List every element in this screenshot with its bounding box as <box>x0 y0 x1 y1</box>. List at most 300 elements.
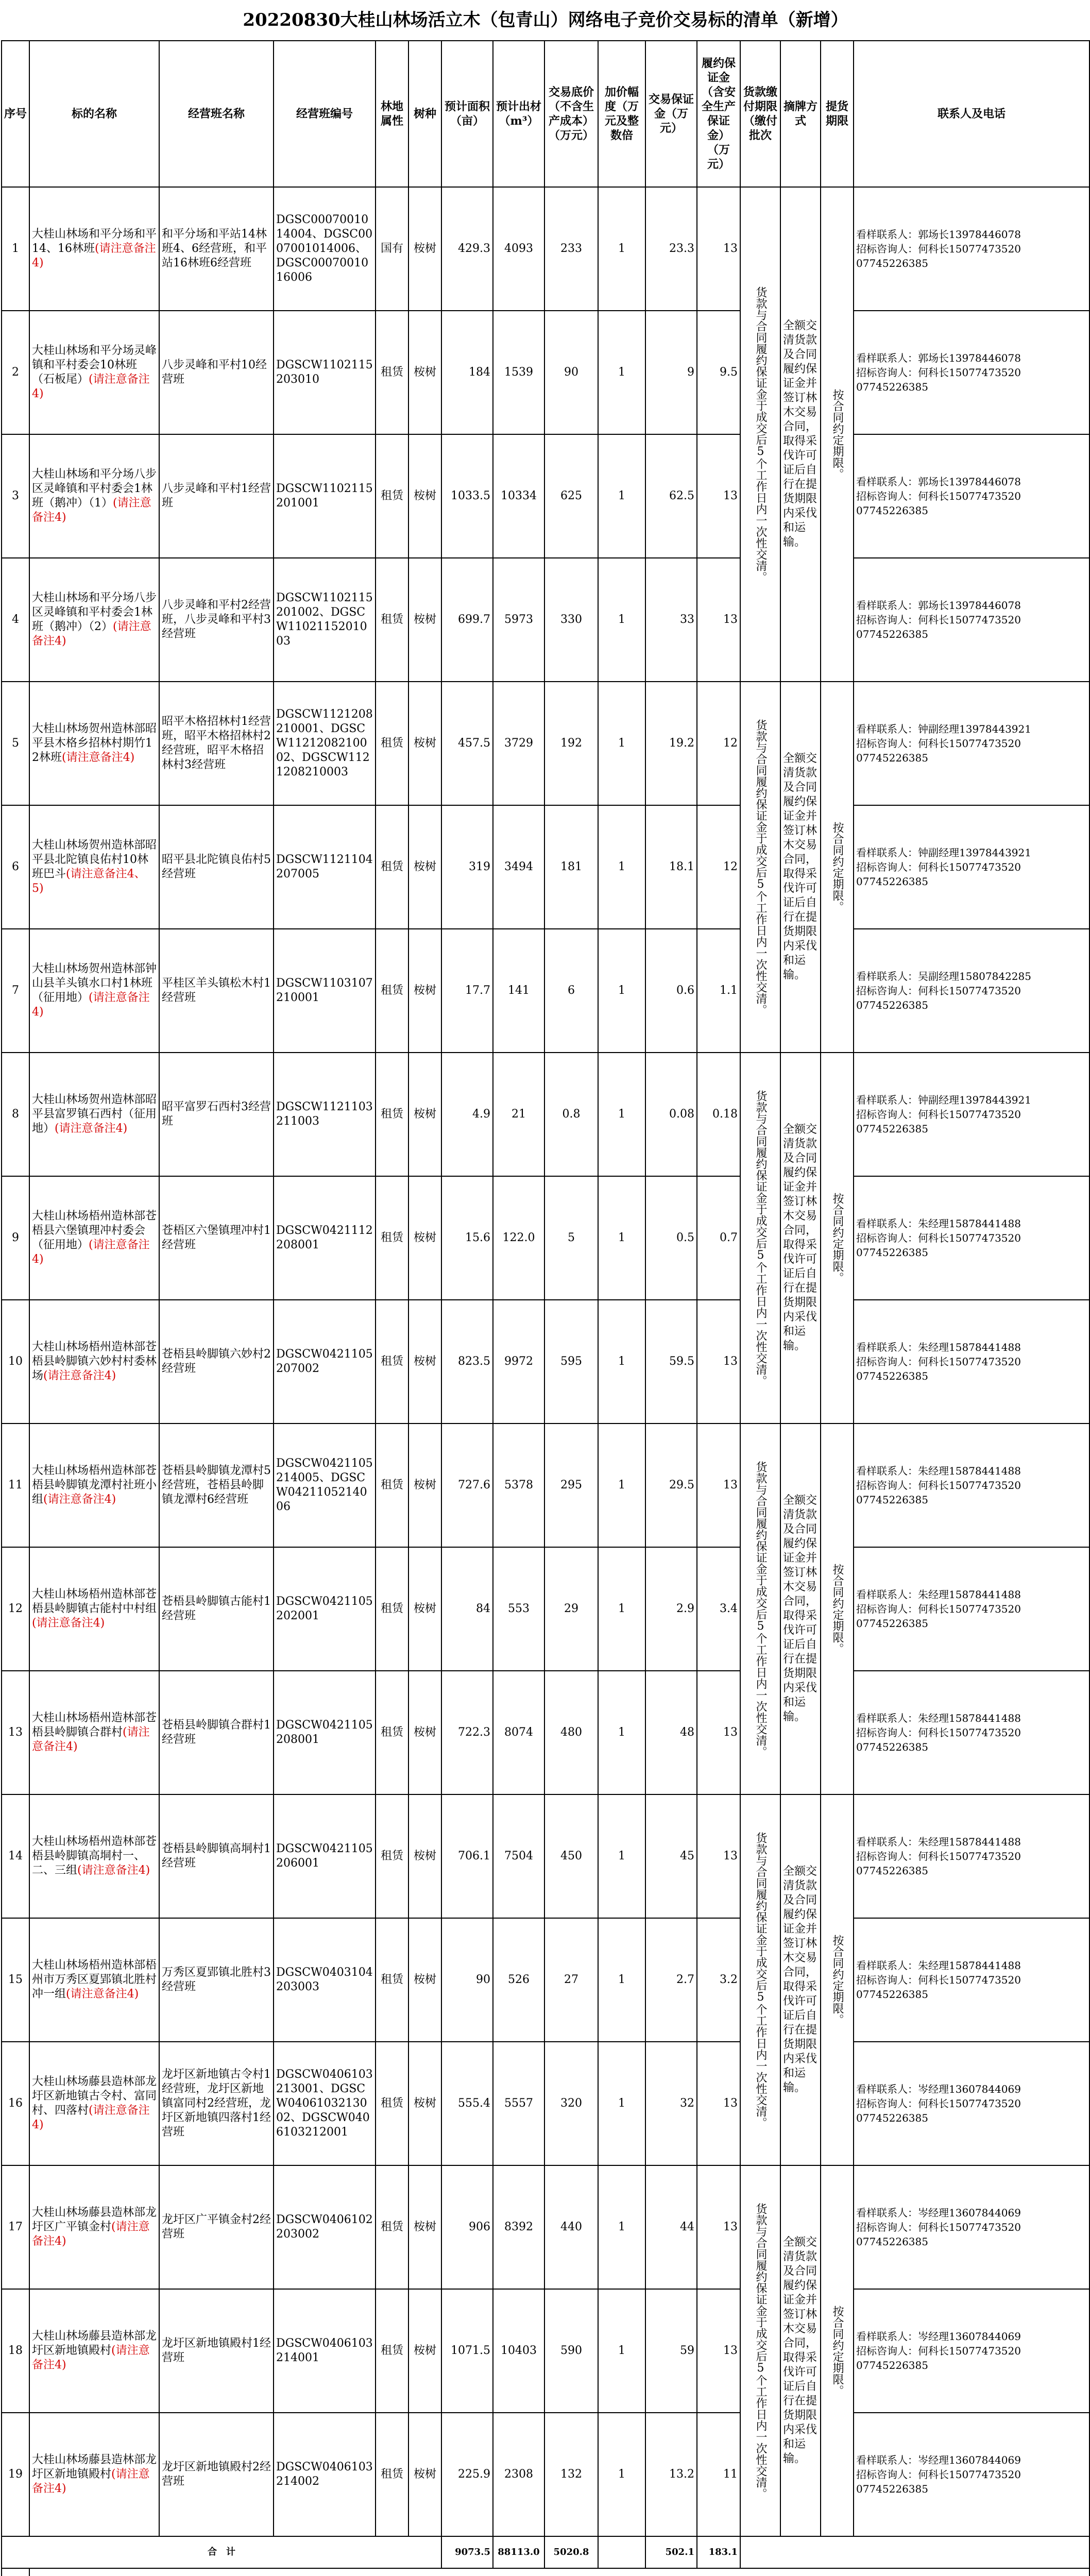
row-volume: 553 <box>493 1547 544 1671</box>
row-name-text: 大桂山林场藤县造林部龙圩区新地镇殿村 <box>32 2453 157 2481</box>
row-reserve: 590 <box>544 2289 598 2413</box>
row-name-text: 大桂山林场藤县造林部龙圩区新地镇殿村 <box>32 2330 157 2357</box>
row-name-text: 大桂山林场梧州造林部梧州市万秀区夏郢镇北胜村冲一组 <box>32 1959 157 2001</box>
row-contact: 看样联系人：朱经理15878441488 招标咨询人：何科长15077473520 07745226385 <box>854 1794 1089 1918</box>
row-name-note: (请注意备注4) <box>32 2221 150 2248</box>
row-perf-deposit: 12 <box>697 805 740 929</box>
row-reserve: 480 <box>544 1671 598 1794</box>
row-reserve: 595 <box>544 1300 598 1423</box>
row-increment: 1 <box>598 311 645 434</box>
row-name-text: 大桂山林场梧州造林部苍梧县岭脚镇龙潭村社班小组 <box>32 1464 157 1506</box>
table-row <box>2 2413 1089 2536</box>
row-name-note: (请注意备注4) <box>32 1617 105 1630</box>
row-operator: 苍梧区六堡镇理冲村1经营班 <box>159 1176 274 1300</box>
row-area: 4.9 <box>441 1053 493 1176</box>
row-name-note: (请注意备注4) <box>32 497 151 524</box>
table-row <box>2 2165 1089 2289</box>
row-contact: 看样联系人：郭场长13978446078 招标咨询人：何科长15077473520 07745226385 <box>854 434 1089 558</box>
table-row <box>2 1918 1089 2042</box>
row-increment: 1 <box>598 187 645 311</box>
row-name-note: (请注意备注4) <box>43 1493 116 1506</box>
row-operator-code: DGSCW0403104203003 <box>274 1918 376 2042</box>
header-increment: 加价幅度（万元及整数倍 <box>598 41 645 187</box>
row-contact: 看样联系人：朱经理15878441488 招标咨询人：何科长15077473520 07745226385 <box>854 1300 1089 1423</box>
row-volume: 7504 <box>493 1794 544 1918</box>
row-no: 18 <box>2 2289 29 2413</box>
row-land: 租赁 <box>376 1053 408 1176</box>
row-increment: 1 <box>598 929 645 1053</box>
row-deposit: 2.7 <box>645 1918 697 2042</box>
row-reserve: 29 <box>544 1547 598 1671</box>
row-contact: 看样联系人：钟副经理13978443921 招标咨询人：何科长15077473520 07745226385 <box>854 805 1089 929</box>
row-contact: 看样联系人：岑经理13607844069 招标咨询人：何科长15077473520 07745226385 <box>854 2289 1089 2413</box>
row-deposit: 0.6 <box>645 929 697 1053</box>
row-deposit: 33 <box>645 558 697 682</box>
row-volume: 10403 <box>493 2289 544 2413</box>
total-deposit: 502.1 <box>645 2536 697 2568</box>
period-cell: 按合同约定期限。 <box>821 187 854 682</box>
row-land: 租赁 <box>376 1423 408 1547</box>
row-name-note: (请注意备注4) <box>55 1122 128 1135</box>
row-area: 699.7 <box>441 558 493 682</box>
row-deposit: 9 <box>645 311 697 434</box>
pick-method-cell: 全额交清货款及合同履约保证金并签订林木交易合同，取得采伐许可证后自行在提货期限内采伐和运输。 <box>780 682 821 1053</box>
row-increment: 1 <box>598 434 645 558</box>
row-name-note: (请注意备注4) <box>43 1369 116 1382</box>
table-row <box>2 2289 1089 2413</box>
row-name-note: (请注意备注4) <box>77 1864 150 1877</box>
row-perf-deposit: 13 <box>697 1671 740 1794</box>
row-deposit: 45 <box>645 1794 697 1918</box>
row-deposit: 0.5 <box>645 1176 697 1300</box>
row-no: 7 <box>2 929 29 1053</box>
row-increment: 1 <box>598 2042 645 2165</box>
row-species: 桉树 <box>408 805 441 929</box>
row-name-text: 大桂山林场梧州造林部苍梧县岭脚镇合群村 <box>32 1711 157 1739</box>
row-deposit: 44 <box>645 2165 697 2289</box>
row-perf-deposit: 12 <box>697 682 740 805</box>
row-reserve: 6 <box>544 929 598 1053</box>
row-area: 184 <box>441 311 493 434</box>
row-contact: 看样联系人：朱经理15878441488 招标咨询人：何科长15077473520 07745226385 <box>854 1547 1089 1671</box>
row-contact: 看样联系人：朱经理15878441488 招标咨询人：何科长15077473520 07745226385 <box>854 1671 1089 1794</box>
row-reserve: 330 <box>544 558 598 682</box>
row-operator: 苍梧县岭脚镇龙潭村5经营班，苍梧县岭脚镇龙潭村6经营班 <box>159 1423 274 1547</box>
row-volume: 5557 <box>493 2042 544 2165</box>
row-contact: 看样联系人：朱经理15878441488 招标咨询人：何科长15077473520 07745226385 <box>854 1423 1089 1547</box>
row-name <box>29 682 159 805</box>
row-name <box>29 929 159 1053</box>
row-operator: 平桂区羊头镇松木村1经营班 <box>159 929 274 1053</box>
row-perf-deposit: 13 <box>697 2165 740 2289</box>
row-name-note: (请注意备注4) <box>66 1988 139 2001</box>
row-area: 457.5 <box>441 682 493 805</box>
row-species: 桉树 <box>408 1300 441 1423</box>
table-row <box>2 558 1089 682</box>
trading-list-table <box>1 0 1090 2576</box>
row-no: 16 <box>2 2042 29 2165</box>
row-area: 17.7 <box>441 929 493 1053</box>
row-name-note: (请注意备注4) <box>32 1239 150 1266</box>
row-deposit: 18.1 <box>645 805 697 929</box>
row-perf-deposit: 13 <box>697 187 740 311</box>
table-header <box>2 41 1089 187</box>
row-perf-deposit: 11 <box>697 2413 740 2536</box>
row-volume: 3494 <box>493 805 544 929</box>
row-name-text: 大桂山林场和平分场灵峰镇和平村委会10林班（石板尾） <box>32 344 157 386</box>
row-no: 3 <box>2 434 29 558</box>
row-contact: 看样联系人：岑经理13607844069 招标咨询人：何科长15077473520 07745226385 <box>854 2413 1089 2536</box>
row-name-note: (请注意备注4) <box>32 991 150 1019</box>
row-volume: 5973 <box>493 558 544 682</box>
row-name-note: (请注意备注4) <box>32 373 150 400</box>
row-name-note: (请注意备注4) <box>32 242 156 269</box>
pick-method-cell: 全额交清货款及合同履约保证金并签订林木交易合同，取得采伐许可证后自行在提货期限内采伐和运输。 <box>780 1423 821 1794</box>
table-row <box>2 929 1089 1053</box>
period-cell: 按合同约定期限。 <box>821 1423 854 1794</box>
row-contact: 看样联系人：郭场长13978446078 招标咨询人：何科长15077473520 07745226385 <box>854 187 1089 311</box>
row-name-note: (请注意备注4) <box>32 2468 150 2495</box>
row-land: 租赁 <box>376 1176 408 1300</box>
row-name <box>29 1794 159 1918</box>
row-contact: 看样联系人：朱经理15878441488 招标咨询人：何科长15077473520 07745226385 <box>854 1176 1089 1300</box>
row-reserve: 5 <box>544 1176 598 1300</box>
row-deposit: 19.2 <box>645 682 697 805</box>
row-name <box>29 2165 159 2289</box>
row-reserve: 27 <box>544 1918 598 2042</box>
row-species: 桉树 <box>408 1176 441 1300</box>
row-perf-deposit: 13 <box>697 558 740 682</box>
row-operator-code: DGSCW1121208210001、DGSCW1121208210002、DGSCW1121208210003 <box>274 682 376 805</box>
row-increment: 1 <box>598 1547 645 1671</box>
row-name <box>29 2289 159 2413</box>
row-operator-code: DGSCW0421105207002 <box>274 1300 376 1423</box>
row-deposit: 59.5 <box>645 1300 697 1423</box>
total-blank <box>740 2536 1089 2568</box>
row-name <box>29 434 159 558</box>
row-operator: 八步灵峰和平村1经营班 <box>159 434 274 558</box>
row-deposit: 23.3 <box>645 187 697 311</box>
row-increment: 1 <box>598 1794 645 1918</box>
row-area: 84 <box>441 1547 493 1671</box>
table-row <box>2 1423 1089 1547</box>
row-name <box>29 1176 159 1300</box>
table-row <box>2 1176 1089 1300</box>
row-volume: 21 <box>493 1053 544 1176</box>
row-reserve: 90 <box>544 311 598 434</box>
row-operator: 龙圩区新地镇古令村1经营班，龙圩区新地镇富同村2经营班，龙圩区新地镇四落村1经营班 <box>159 2042 274 2165</box>
page-title: 20220830大桂山林场活立木（包青山）网络电子竞价交易标的清单（新增） <box>2 0 1089 41</box>
row-name-text: 大桂山林场藤县造林部龙圩区广平镇金村 <box>32 2206 157 2233</box>
row-name <box>29 558 159 682</box>
row-reserve: 181 <box>544 805 598 929</box>
row-name <box>29 1300 159 1423</box>
row-land: 租赁 <box>376 1918 408 2042</box>
row-reserve: 233 <box>544 187 598 311</box>
row-operator-code: DGSCW0421105208001 <box>274 1671 376 1794</box>
row-area: 90 <box>441 1918 493 2042</box>
pick-method-cell: 全额交清货款及合同履约保证金并签订林木交易合同，取得采伐许可证后自行在提货期限内采伐和运输。 <box>780 2165 821 2536</box>
row-species: 桉树 <box>408 682 441 805</box>
row-operator-code: DGSCW0406103214001 <box>274 2289 376 2413</box>
row-no: 9 <box>2 1176 29 1300</box>
row-perf-deposit: 13 <box>697 1794 740 1918</box>
header-pick-method: 摘牌方式 <box>780 41 821 187</box>
row-contact: 看样联系人：郭场长13978446078 招标咨询人：何科长15077473520 07745226385 <box>854 311 1089 434</box>
row-no: 15 <box>2 1918 29 2042</box>
row-no: 12 <box>2 1547 29 1671</box>
row-name-note: (请注意备注4、5) <box>32 868 146 895</box>
row-contact: 看样联系人：钟副经理13978443921 招标咨询人：何科长15077473520 07745226385 <box>854 682 1089 805</box>
row-operator: 和平分场和平站14林班4、6经营班，和平站16林班6经营班 <box>159 187 274 311</box>
row-no: 8 <box>2 1053 29 1176</box>
header-name: 标的名称 <box>29 41 159 187</box>
pay-time-cell: 货款与合同履约保证金于成交后5个工作日内一次性交清。 <box>740 1794 780 2165</box>
row-operator: 龙圩区新地镇殿村2经营班 <box>159 2413 274 2536</box>
row-name <box>29 187 159 311</box>
table-row <box>2 1671 1089 1794</box>
header-period: 提货期限 <box>821 41 854 187</box>
row-contact: 看样联系人：岑经理13607844069 招标咨询人：何科长15077473520 07745226385 <box>854 2042 1089 2165</box>
row-no: 17 <box>2 2165 29 2289</box>
row-species: 桉树 <box>408 1053 441 1176</box>
row-increment: 1 <box>598 2413 645 2536</box>
row-perf-deposit: 13 <box>697 1423 740 1547</box>
row-volume: 8392 <box>493 2165 544 2289</box>
period-cell: 按合同约定期限。 <box>821 2165 854 2536</box>
row-name-text: 大桂山林场贺州造林部钟山县羊头镇水口村1林班（征用地） <box>32 962 157 1004</box>
row-operator: 龙圩区新地镇殿村1经营班 <box>159 2289 274 2413</box>
row-area: 319 <box>441 805 493 929</box>
row-area: 1071.5 <box>441 2289 493 2413</box>
row-deposit: 0.08 <box>645 1053 697 1176</box>
row-deposit: 32 <box>645 2042 697 2165</box>
row-contact: 看样联系人：朱经理15878441488 招标咨询人：何科长15077473520 07745226385 <box>854 1918 1089 2042</box>
row-deposit: 29.5 <box>645 1423 697 1547</box>
header-land: 林地属性 <box>376 41 408 187</box>
row-land: 租赁 <box>376 2289 408 2413</box>
row-species: 桉树 <box>408 1918 441 2042</box>
row-increment: 1 <box>598 1053 645 1176</box>
row-volume: 122.0 <box>493 1176 544 1300</box>
header-species: 树种 <box>408 41 441 187</box>
row-name-text: 大桂山林场贺州造林部昭平县北陀镇良佑村10林班巴斗 <box>32 839 157 880</box>
header-volume: 预计出材（m³） <box>493 41 544 187</box>
row-reserve: 132 <box>544 2413 598 2536</box>
row-operator-code: DGSCW0421112208001 <box>274 1176 376 1300</box>
row-reserve: 450 <box>544 1794 598 1918</box>
row-operator-code: DGSCW1121103211003 <box>274 1053 376 1176</box>
row-land: 租赁 <box>376 1300 408 1423</box>
row-deposit: 48 <box>645 1671 697 1794</box>
table-row <box>2 682 1089 805</box>
row-operator: 万秀区夏郢镇北胜村3经营班 <box>159 1918 274 2042</box>
row-no: 4 <box>2 558 29 682</box>
row-name-text: 大桂山林场梧州造林部苍梧县岭脚镇高垌村一、二、三组 <box>32 1835 157 1877</box>
row-area: 906 <box>441 2165 493 2289</box>
row-operator-code: DGSCW1103107210001 <box>274 929 376 1053</box>
row-operator: 苍梧县岭脚镇六妙村2经营班 <box>159 1300 274 1423</box>
row-land: 租赁 <box>376 929 408 1053</box>
row-species: 桉树 <box>408 558 441 682</box>
header-operator-code: 经营班编号 <box>274 41 376 187</box>
row-name <box>29 1547 159 1671</box>
pay-time-cell: 货款与合同履约保证金于成交后5个工作日内一次性交清。 <box>740 1423 780 1794</box>
row-no: 11 <box>2 1423 29 1547</box>
header-perf-deposit: 履约保证金（含安全生产保证金）（万元） <box>697 41 740 187</box>
row-volume: 8074 <box>493 1671 544 1794</box>
row-perf-deposit: 13 <box>697 2042 740 2165</box>
row-land: 租赁 <box>376 434 408 558</box>
header-deposit: 交易保证金（万元） <box>645 41 697 187</box>
row-land: 租赁 <box>376 1794 408 1918</box>
row-name-note: (请注意备注4) <box>32 2344 150 2371</box>
row-deposit: 13.2 <box>645 2413 697 2536</box>
header-contact: 联系人及电话 <box>854 41 1089 187</box>
row-no: 2 <box>2 311 29 434</box>
row-no: 19 <box>2 2413 29 2536</box>
row-name-text: 大桂山林场和平分场和平14、16林班 <box>32 228 157 255</box>
row-operator: 苍梧县岭脚镇合群村1经营班 <box>159 1671 274 1794</box>
row-increment: 1 <box>598 2289 645 2413</box>
row-reserve: 320 <box>544 2042 598 2165</box>
pick-method-cell: 全额交清货款及合同履约保证金并签订林木交易合同，取得采伐许可证后自行在提货期限内采伐和运输。 <box>780 187 821 682</box>
row-name-text: 大桂山林场藤县造林部龙圩区新地镇古令村、富同村、四落村 <box>32 2075 157 2117</box>
row-volume: 526 <box>493 1918 544 2042</box>
note-text <box>29 2568 1089 2576</box>
row-deposit: 2.9 <box>645 1547 697 1671</box>
row-perf-deposit: 13 <box>697 2289 740 2413</box>
row-name-note: (请注意备注4) <box>32 2104 150 2131</box>
table-row <box>2 1547 1089 1671</box>
row-name <box>29 2042 159 2165</box>
row-operator: 八步灵峰和平村2经营班，八步灵峰和平村3经营班 <box>159 558 274 682</box>
row-name-text: 大桂山林场梧州造林部苍梧县岭脚镇六妙村村委林场 <box>32 1341 157 1382</box>
row-land: 租赁 <box>376 2413 408 2536</box>
row-increment: 1 <box>598 1671 645 1794</box>
row-operator-code: DGSCW0406103213001、DGSCW0406103213002、DGSCW0406103212001 <box>274 2042 376 2165</box>
row-species: 桉树 <box>408 1794 441 1918</box>
row-name-text: 大桂山林场和平分场八步区灵峰镇和平村委会1林班（鹅冲）（1） <box>32 468 157 510</box>
pick-method-cell: 全额交清货款及合同履约保证金并签订林木交易合同，取得采伐许可证后自行在提货期限内采伐和运输。 <box>780 1053 821 1423</box>
row-species: 桉树 <box>408 434 441 558</box>
row-operator: 苍梧县岭脚镇古能村1经营班 <box>159 1547 274 1671</box>
row-name-note: (请注意备注4) <box>32 1726 150 1753</box>
row-no: 13 <box>2 1671 29 1794</box>
row-contact: 看样联系人：郭场长13978446078 招标咨询人：何科长15077473520 07745226385 <box>854 558 1089 682</box>
row-species: 桉树 <box>408 1671 441 1794</box>
row-volume: 9972 <box>493 1300 544 1423</box>
row-volume: 141 <box>493 929 544 1053</box>
row-increment: 1 <box>598 682 645 805</box>
row-increment: 1 <box>598 805 645 929</box>
row-volume: 2308 <box>493 2413 544 2536</box>
table-row <box>2 1300 1089 1423</box>
period-cell: 按合同约定期限。 <box>821 1794 854 2165</box>
row-species: 桉树 <box>408 1547 441 1671</box>
row-species: 桉树 <box>408 2165 441 2289</box>
pay-time-cell: 货款与合同履约保证金于成交后5个工作日内一次性交清。 <box>740 682 780 1053</box>
row-operator-code: DGSCW1121104207005 <box>274 805 376 929</box>
row-name <box>29 311 159 434</box>
row-species: 桉树 <box>408 2289 441 2413</box>
row-deposit: 59 <box>645 2289 697 2413</box>
row-no: 10 <box>2 1300 29 1423</box>
total-increment-empty <box>598 2536 645 2568</box>
row-contact: 看样联系人：钟副经理13978443921 招标咨询人：何科长15077473520 07745226385 <box>854 1053 1089 1176</box>
row-volume: 10334 <box>493 434 544 558</box>
row-land: 租赁 <box>376 2165 408 2289</box>
row-name-note: (请注意备注4) <box>32 620 151 648</box>
row-area: 722.3 <box>441 1671 493 1794</box>
row-area: 706.1 <box>441 1794 493 1918</box>
row-land: 租赁 <box>376 2042 408 2165</box>
total-row <box>2 2536 1089 2568</box>
row-perf-deposit: 3.2 <box>697 1918 740 2042</box>
table-row <box>2 2042 1089 2165</box>
row-no: 6 <box>2 805 29 929</box>
total-reserve: 5020.8 <box>544 2536 598 2568</box>
row-reserve: 192 <box>544 682 598 805</box>
note-row <box>2 2568 1089 2576</box>
row-name-text: 大桂山林场贺州造林部昭平县富罗镇石西村（征用地） <box>32 1093 157 1135</box>
row-name <box>29 1671 159 1794</box>
row-operator-code: DGSCW0406102203002 <box>274 2165 376 2289</box>
pay-time-cell: 货款与合同履约保证金于成交后5个工作日内一次性交清。 <box>740 1053 780 1423</box>
total-label: 合 计 <box>2 2536 441 2568</box>
row-operator-code: DGSCW1102115203010 <box>274 311 376 434</box>
row-land: 租赁 <box>376 1671 408 1794</box>
row-area: 15.6 <box>441 1176 493 1300</box>
row-increment: 1 <box>598 1423 645 1547</box>
row-species: 桉树 <box>408 2413 441 2536</box>
header-reserve: 交易底价（不含生产成本）（万元） <box>544 41 598 187</box>
table-row <box>2 187 1089 311</box>
row-no: 1 <box>2 187 29 311</box>
row-operator: 昭平富罗石西村3经营班 <box>159 1053 274 1176</box>
row-land: 租赁 <box>376 682 408 805</box>
row-operator: 苍梧县岭脚镇高垌村1经营班 <box>159 1794 274 1918</box>
row-name <box>29 1053 159 1176</box>
row-name-note: (请注意备注4) <box>62 751 135 764</box>
row-volume: 1539 <box>493 311 544 434</box>
table-row <box>2 1053 1089 1176</box>
row-operator-code: DGSCW1102115201001 <box>274 434 376 558</box>
row-contact: 看样联系人：吴副经理15807842285 招标咨询人：何科长15077473520 07745226385 <box>854 929 1089 1053</box>
row-species: 桉树 <box>408 2042 441 2165</box>
row-increment: 1 <box>598 1300 645 1423</box>
row-perf-deposit: 3.4 <box>697 1547 740 1671</box>
pay-time-cell: 货款与合同履约保证金于成交后5个工作日内一次性交清。 <box>740 2165 780 2536</box>
row-land: 租赁 <box>376 805 408 929</box>
row-operator-code: DGSCW1102115201002、DGSCW1102115201003 <box>274 558 376 682</box>
row-area: 1033.5 <box>441 434 493 558</box>
row-area: 823.5 <box>441 1300 493 1423</box>
row-name-text: 大桂山林场贺州造林部昭平县木格乡招林村期竹12林班 <box>32 722 157 764</box>
notes-label <box>2 2568 29 2576</box>
row-species: 桉树 <box>408 187 441 311</box>
row-species: 桉树 <box>408 1423 441 1547</box>
row-perf-deposit: 13 <box>697 1300 740 1423</box>
row-operator-code: DGSCW0421105206001 <box>274 1794 376 1918</box>
row-contact: 看样联系人：岑经理13607844069 招标咨询人：何科长15077473520 07745226385 <box>854 2165 1089 2289</box>
row-perf-deposit: 1.1 <box>697 929 740 1053</box>
row-operator-code: DGSCW0421105214005、DGSCW0421105214006 <box>274 1423 376 1547</box>
header-pay-time: 货款缴付期限（缴付批次 <box>740 41 780 187</box>
row-no: 5 <box>2 682 29 805</box>
row-operator: 昭平木格招林村1经营班，昭平木格招林村2经营班，昭平木格招林村3经营班 <box>159 682 274 805</box>
total-perf-deposit: 183.1 <box>697 2536 740 2568</box>
